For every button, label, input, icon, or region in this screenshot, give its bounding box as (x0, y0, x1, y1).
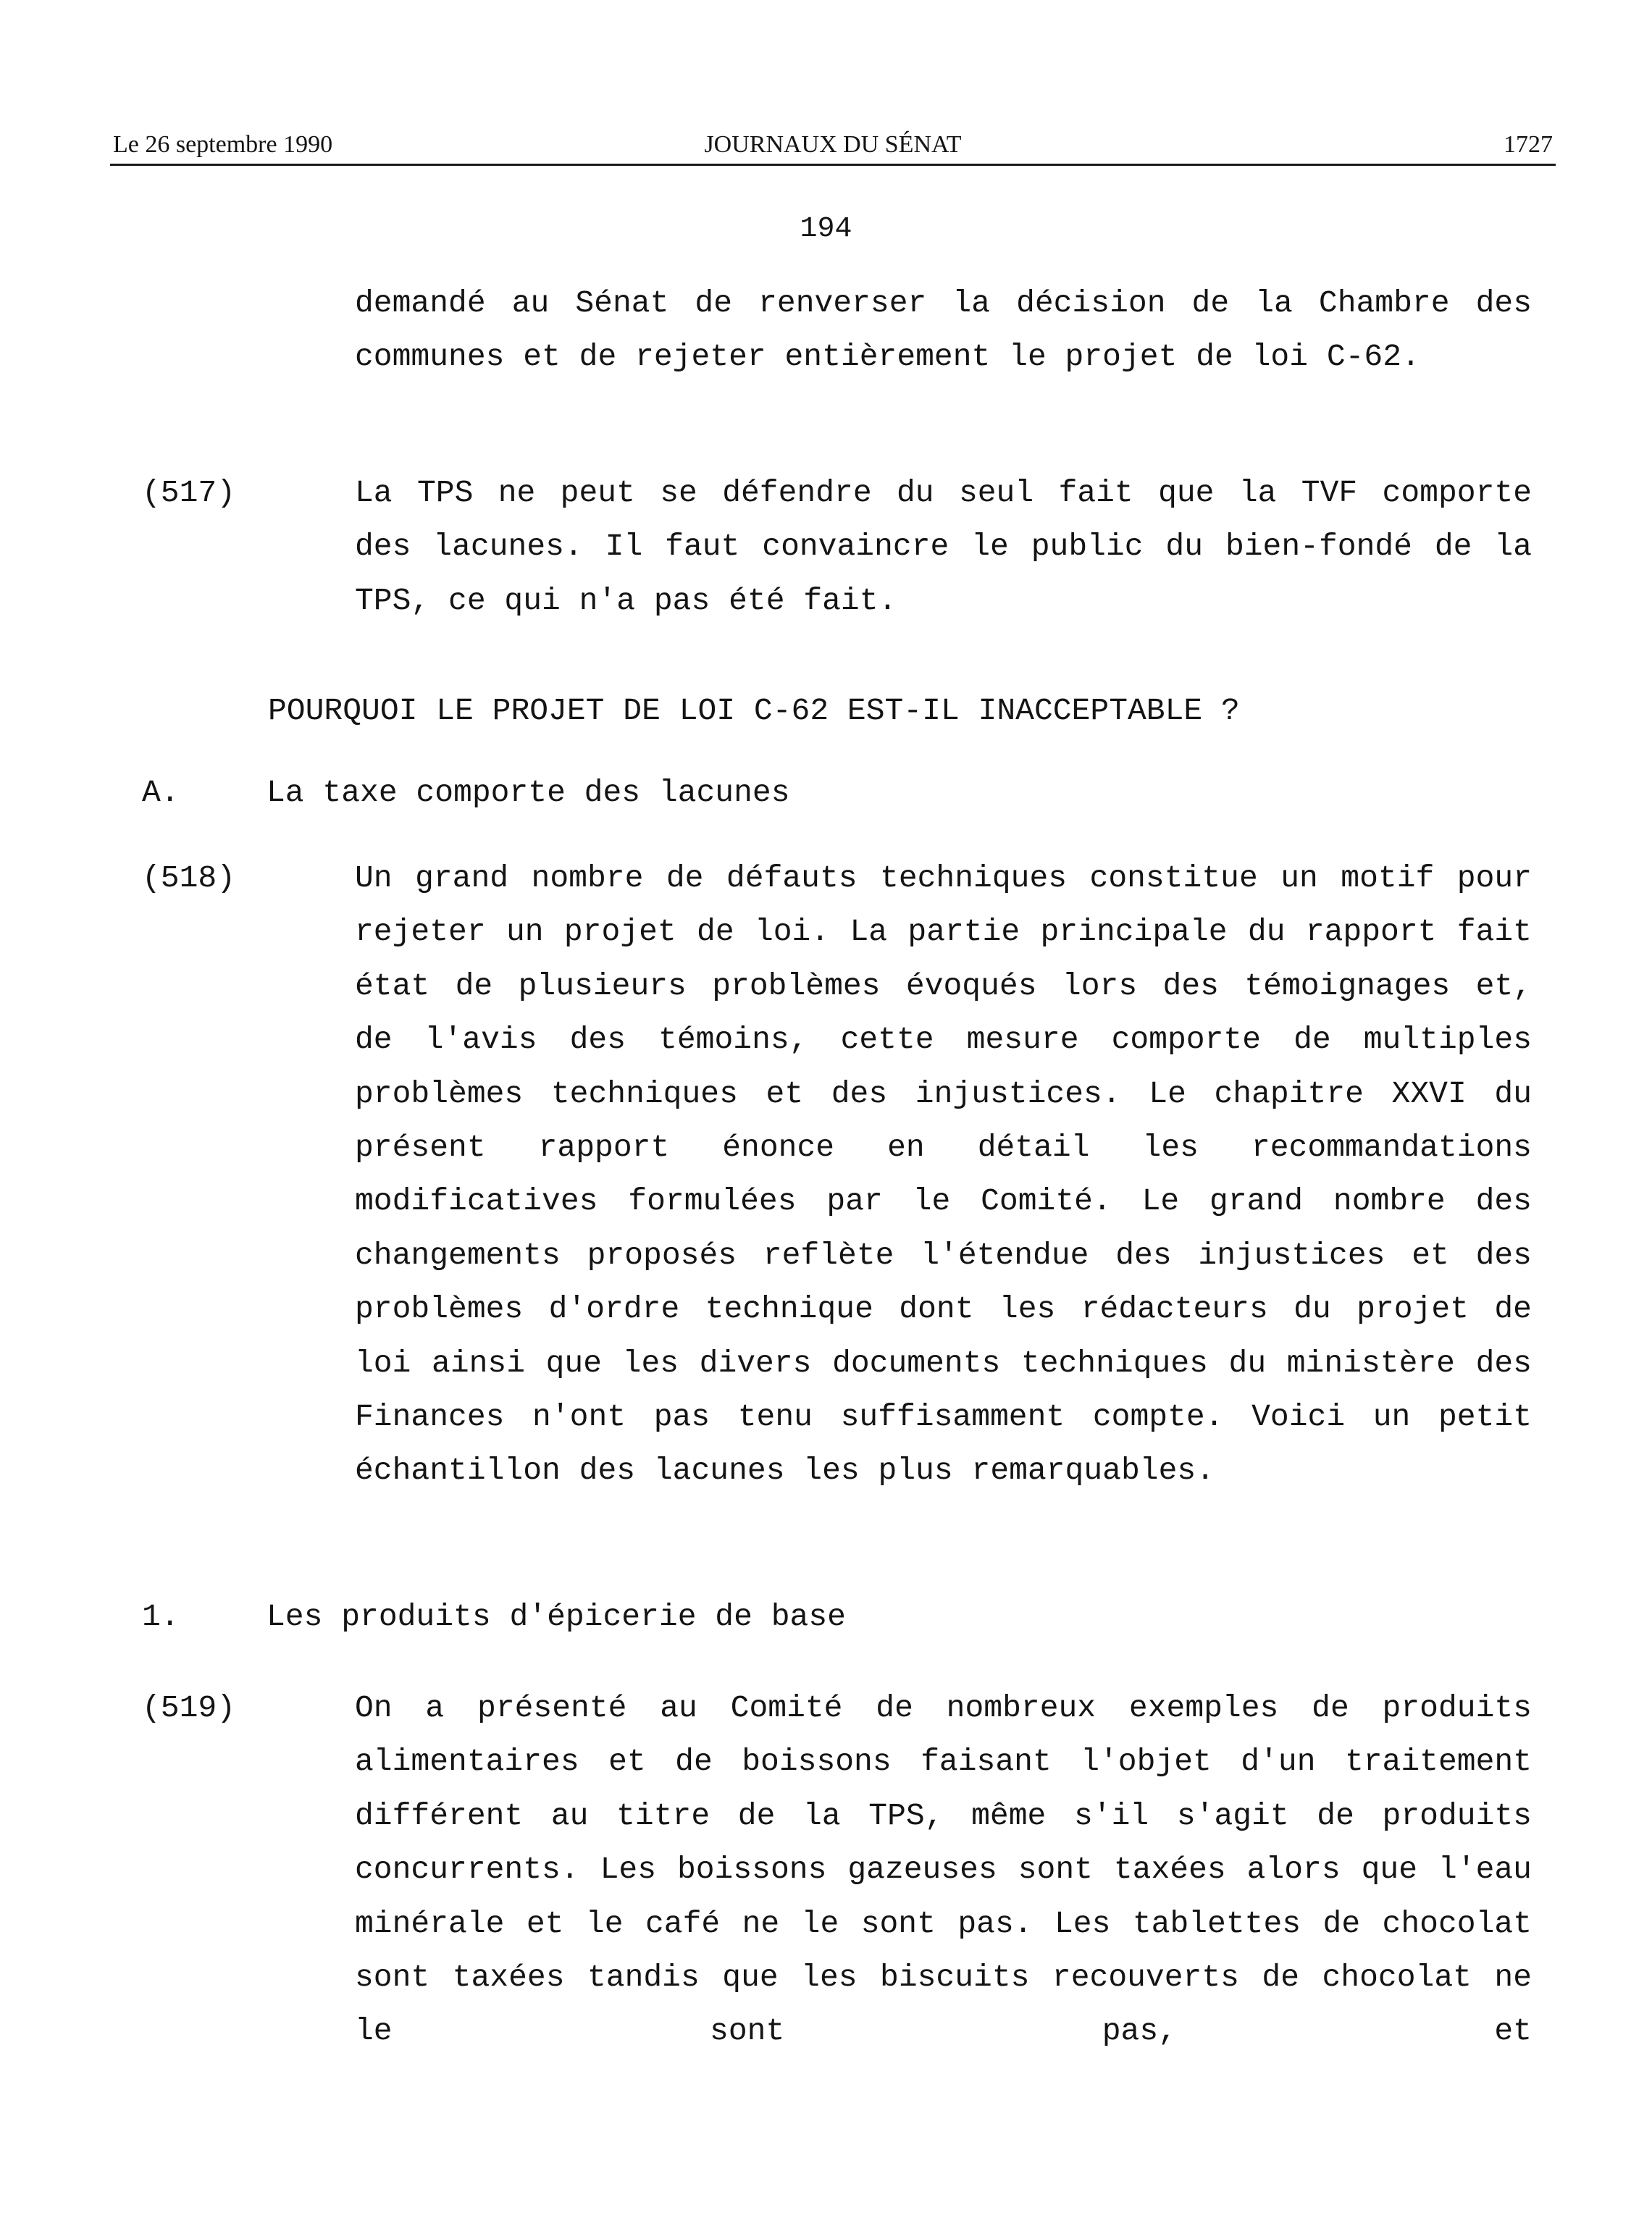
section-1-label: 1. (142, 1599, 180, 1634)
paragraph-number-518: (518) (142, 860, 236, 896)
running-header (110, 130, 1556, 166)
paragraph-519: On a présenté au Comité de nombreux exemples de produits alimentaires et de boissons faisant l'objet d'un traitement différent au titre de la TPS, même s'il s'agit de produits concurrents. Les boissons gazeuses sont taxées alors que l'eau minérale et le café ne le sont pas. Les tablettes de chocolat sont taxées tandis que les biscuits recouverts de chocolat ne le sont pas, et (355, 1690, 1532, 2049)
header-page-number: 1727 (1504, 131, 1553, 158)
section-heading: POURQUOI LE PROJET DE LOI C-62 EST-IL INACCEPTABLE ? (268, 693, 1240, 729)
header-journal-title: JOURNAUX DU SÉNAT (704, 131, 962, 158)
document-page-number: 194 (800, 213, 852, 245)
paragraph-518: Un grand nombre de défauts techniques constitue un motif pour rejeter un projet de loi. La partie principale du rapport fait état de plusieurs problèmes évoqués lors des témoignages et, de l'avis des témoins, cette mesure comporte de multiples problèmes techniques et des injustices. Le chapitre XXVI du présent rapport énonce en détail les recommandations modificatives formulées par le Comité. Le grand nombre des changements proposés reflète l'étendue des injustices et des problèmes d'ordre technique dont les rédacteurs du projet de loi ainsi que les divers documents techniques du ministère des Finances n'ont pas tenu suffisamment compte. Voici un petit échantillon des lacunes les plus remarquables. (355, 860, 1532, 1489)
paragraph-number-517: (517) (142, 475, 236, 511)
paragraph-number-519: (519) (142, 1690, 236, 1726)
section-a-label: A. (142, 775, 180, 810)
intro-paragraph: demandé au Sénat de renverser la décision de la Chambre des communes et de rejeter entièrement le projet de loi C-62. (355, 285, 1532, 375)
section-a-title: La taxe comporte des lacunes (267, 775, 790, 810)
paragraph-517: La TPS ne peut se défendre du seul fait que la TVF comporte des lacunes. Il faut convaincre le public du bien-fondé de la TPS, ce qui n'a pas été fait. (355, 475, 1532, 618)
header-date: Le 26 septembre 1990 (113, 131, 333, 158)
section-1-title: Les produits d'épicerie de base (267, 1599, 846, 1634)
